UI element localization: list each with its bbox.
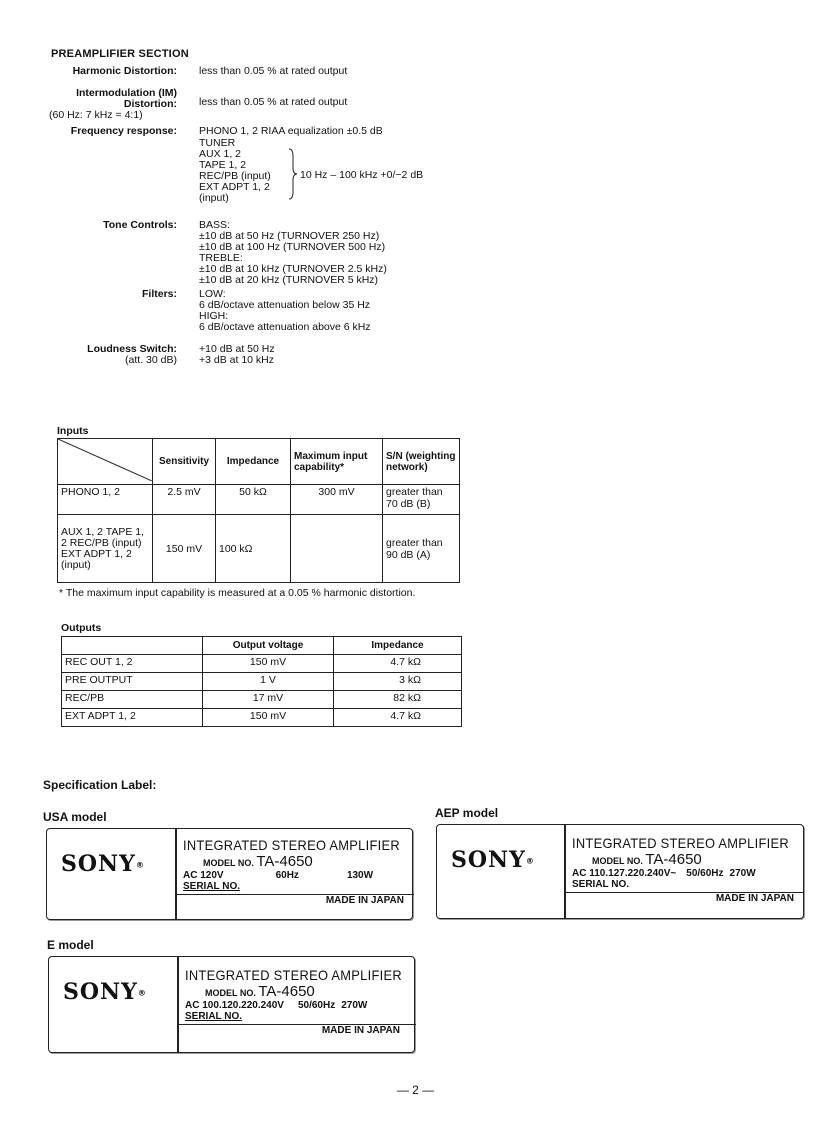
inputs-header-cell: Impedance xyxy=(216,439,291,485)
logo-text: SONY xyxy=(63,979,138,1005)
filter-line: LOW: xyxy=(199,288,226,300)
freq-sources xyxy=(199,138,271,204)
freq-rating: 60Hz xyxy=(275,870,299,881)
freq-source: EXT ADPT 1, 2 xyxy=(199,181,270,193)
freq-range: 10 Hz – 100 kHz +0/−2 dB xyxy=(300,169,424,181)
input-impedance-cell: 50 kΩ xyxy=(216,485,291,515)
label-content xyxy=(183,837,408,906)
label-divider xyxy=(564,825,566,918)
filters-label: Filters: xyxy=(141,288,177,300)
power-rating: 270W xyxy=(341,1000,368,1011)
table-row xyxy=(62,709,462,727)
freq-source: TUNER xyxy=(199,137,236,149)
usa-model-heading: USA model xyxy=(43,810,107,824)
table-row xyxy=(58,515,460,583)
input-max-cell xyxy=(291,515,383,583)
output-voltage-cell: 150 mV xyxy=(203,655,334,673)
outputs-header-row xyxy=(62,637,462,655)
model-number: TA-4650 xyxy=(256,853,313,870)
label-model xyxy=(205,983,410,1000)
output-name-cell: REC OUT 1, 2 xyxy=(62,655,203,673)
section-title: PREAMPLIFIER SECTION xyxy=(51,48,189,60)
output-impedance-cell: 4.7 kΩ xyxy=(334,655,462,673)
freq-line1: PHONO 1, 2 RIAA equalization ±0.5 dB xyxy=(199,125,383,137)
filters-values xyxy=(199,289,371,333)
freq-source: TAPE 1, 2 xyxy=(199,159,247,171)
ac-rating: AC 110.127.220.240V~ xyxy=(572,868,677,879)
label-title: INTEGRATED STEREO AMPLIFIER xyxy=(183,837,400,853)
label-serial: SERIAL NO. xyxy=(185,1011,243,1022)
label-serial: SERIAL NO. xyxy=(572,879,630,890)
outputs-header-cell: Impedance xyxy=(334,637,462,655)
power-rating: 130W xyxy=(346,870,374,881)
input-max-cell: 300 mV xyxy=(291,485,383,515)
inputs-corner-cell xyxy=(58,439,153,485)
harmonic-value: less than 0.05 % at rated output xyxy=(199,65,348,77)
model-prefix: MODEL NO. xyxy=(205,988,256,998)
table-row xyxy=(62,691,462,709)
table-row xyxy=(58,485,460,515)
model-number: TA-4650 xyxy=(645,851,702,868)
usa-label xyxy=(46,828,413,920)
label-content xyxy=(185,967,410,1036)
output-voltage-cell: 1 V xyxy=(203,673,334,691)
inputs-title: Inputs xyxy=(57,425,89,437)
im-value: less than 0.05 % at rated output xyxy=(199,96,348,108)
tone-line: ±10 dB at 20 kHz (TURNOVER 5 kHz) xyxy=(199,274,379,286)
label-model xyxy=(203,853,408,870)
label-model xyxy=(592,851,798,868)
label-made: MADE IN JAPAN xyxy=(325,895,404,906)
label-content xyxy=(572,835,798,904)
im-label xyxy=(47,88,177,110)
label-ac xyxy=(183,870,408,881)
inputs-header-cell: Maximum input capability* xyxy=(291,439,383,485)
output-voltage-cell: 17 mV xyxy=(203,691,334,709)
output-voltage-cell: 150 mV xyxy=(203,709,334,727)
freq-label: Frequency response: xyxy=(70,125,177,137)
label-title: INTEGRATED STEREO AMPLIFIER xyxy=(572,835,789,851)
aep-model-heading: AEP model xyxy=(435,806,499,820)
e-label xyxy=(48,956,415,1053)
input-name-cell: PHONO 1, 2 xyxy=(58,485,153,515)
tone-label: Tone Controls: xyxy=(103,219,177,231)
freq-source: REC/PB (input) xyxy=(199,170,271,182)
aep-label xyxy=(436,824,804,919)
inputs-table xyxy=(57,438,460,583)
loudness-label-line1: Loudness Switch: xyxy=(87,343,177,355)
output-impedance-cell: 4.7 kΩ xyxy=(334,709,462,727)
power-rating: 270W xyxy=(729,868,756,879)
sony-logo: SONY® xyxy=(451,847,535,873)
input-sn-cell: greater than 90 dB (A) xyxy=(383,515,460,583)
inputs-header-cell: S/N (weighting network) xyxy=(383,439,460,485)
im-label-line2: Distortion: xyxy=(123,98,177,110)
tone-line: ±10 dB at 10 kHz (TURNOVER 2.5 kHz) xyxy=(199,263,387,275)
page-number: — 2 — xyxy=(396,1083,435,1097)
input-impedance-cell: 100 kΩ xyxy=(216,515,291,583)
im-label-line1: Intermodulation (IM) xyxy=(76,87,177,99)
outputs-table xyxy=(61,636,462,727)
label-ac xyxy=(185,1000,410,1011)
diagonal-line-icon xyxy=(58,439,152,481)
model-number: TA-4650 xyxy=(258,983,315,1000)
input-sensitivity-cell: 2.5 mV xyxy=(153,485,216,515)
label-divider xyxy=(175,829,177,919)
sony-logo: SONY® xyxy=(63,979,147,1005)
table-row xyxy=(62,655,462,673)
label-ac xyxy=(572,868,798,879)
loudness-line: +10 dB at 50 Hz xyxy=(199,343,275,355)
spec-label-heading: Specification Label: xyxy=(43,778,157,792)
label-title: INTEGRATED STEREO AMPLIFIER xyxy=(185,967,402,983)
tone-line: TREBLE: xyxy=(199,252,243,264)
filter-line: HIGH: xyxy=(199,310,229,322)
outputs-title: Outputs xyxy=(61,622,102,634)
model-prefix: MODEL NO. xyxy=(203,858,254,868)
tone-line: BASS: xyxy=(199,219,230,231)
input-sensitivity-cell: 150 mV xyxy=(153,515,216,583)
tone-line: ±10 dB at 100 Hz (TURNOVER 500 Hz) xyxy=(199,241,386,253)
model-prefix: MODEL NO. xyxy=(592,856,643,866)
harmonic-label: Harmonic Distortion: xyxy=(72,65,177,77)
output-name-cell: REC/PB xyxy=(62,691,203,709)
freq-source: (input) xyxy=(199,192,229,204)
freq-brace-icon xyxy=(288,148,298,200)
ac-rating: AC 100.120.220.240V xyxy=(185,1000,284,1011)
loudness-line: +3 dB at 10 kHz xyxy=(199,354,275,366)
output-impedance-cell: 3 kΩ xyxy=(334,673,462,691)
label-made: MADE IN JAPAN xyxy=(715,893,794,904)
label-divider xyxy=(177,957,179,1052)
logo-text: SONY xyxy=(61,851,136,877)
input-sn-cell: greater than 70 dB (B) xyxy=(383,485,460,515)
loudness-label xyxy=(47,344,177,366)
label-serial: SERIAL NO. xyxy=(183,881,241,892)
outputs-header-cell xyxy=(62,637,203,655)
loudness-values xyxy=(199,344,275,366)
freq-rating: 50/60Hz xyxy=(686,868,724,879)
ac-rating: AC 120V xyxy=(183,870,224,881)
input-name-cell: AUX 1, 2 TAPE 1, 2 REC/PB (input) EXT ADPT 1, 2 (input) xyxy=(58,515,153,583)
table-row xyxy=(62,673,462,691)
logo-text: SONY xyxy=(451,847,526,873)
im-label-line3: (60 Hz: 7 kHz = 4:1) xyxy=(49,109,143,121)
output-name-cell: PRE OUTPUT xyxy=(62,673,203,691)
inputs-footnote: * The maximum input capability is measured at a 0.05 % harmonic distortion. xyxy=(59,587,416,599)
tone-values xyxy=(199,220,387,286)
tone-line: ±10 dB at 50 Hz (TURNOVER 250 Hz) xyxy=(199,230,380,242)
freq-rating: 50/60Hz xyxy=(297,1000,336,1011)
output-name-cell: EXT ADPT 1, 2 xyxy=(62,709,203,727)
sony-logo: SONY® xyxy=(61,851,145,877)
label-made: MADE IN JAPAN xyxy=(321,1025,400,1036)
output-impedance-cell: 82 kΩ xyxy=(334,691,462,709)
filter-line: 6 dB/octave attenuation above 6 kHz xyxy=(199,321,371,333)
loudness-label-line2: (att. 30 dB) xyxy=(125,354,177,366)
inputs-header-row xyxy=(58,439,460,485)
inputs-header-cell: Sensitivity xyxy=(153,439,216,485)
e-model-heading: E model xyxy=(47,938,94,952)
freq-source: AUX 1, 2 xyxy=(199,148,242,160)
filter-line: 6 dB/octave attenuation below 35 Hz xyxy=(199,299,371,311)
outputs-header-cell: Output voltage xyxy=(203,637,334,655)
